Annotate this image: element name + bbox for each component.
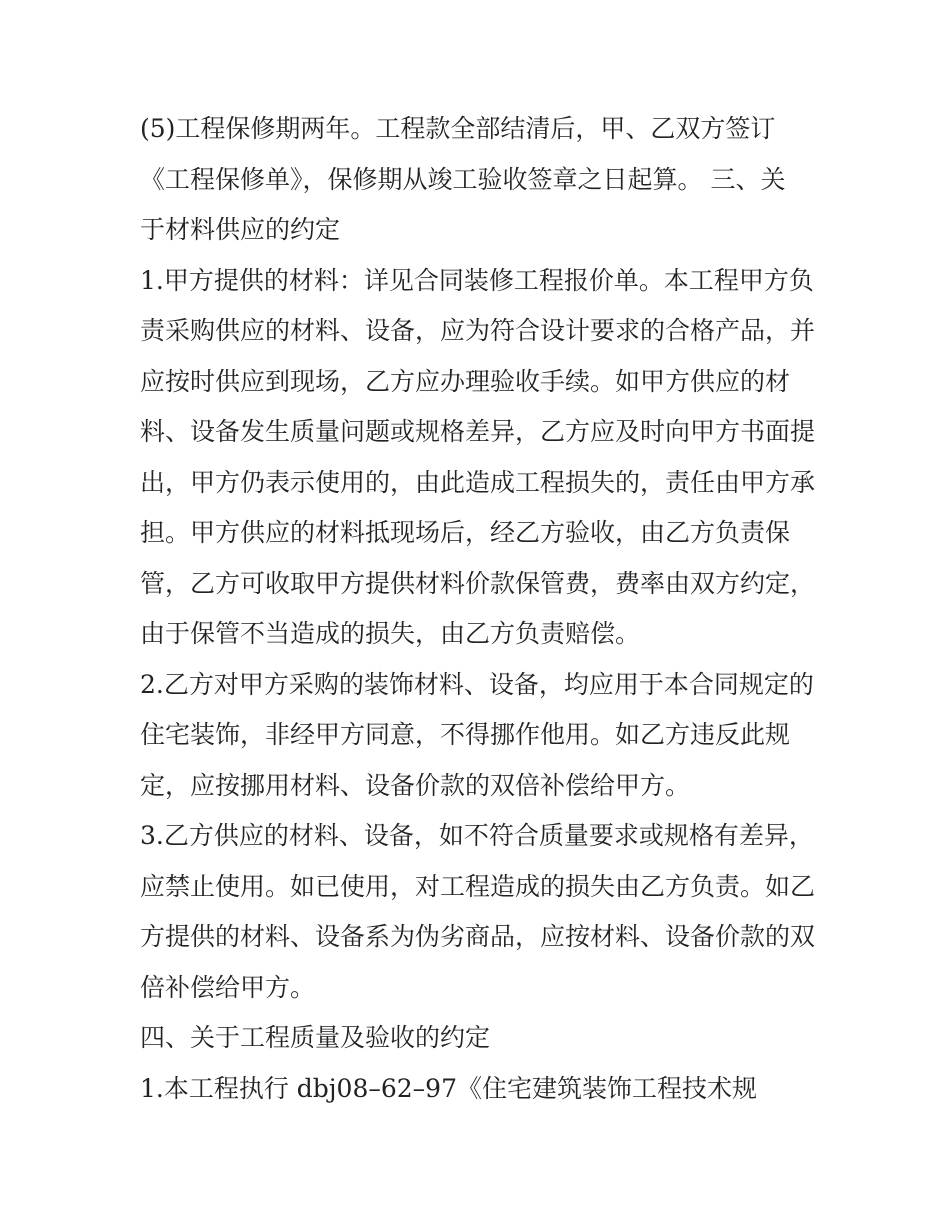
text-line: 倍补偿给甲方。 bbox=[140, 972, 316, 1002]
text-line: (5)工程保修期两年。工程款全部结清后，甲、乙双方签订 bbox=[140, 114, 776, 143]
text-line: 由于保管不当造成的损失，由乙方负责赔偿。 bbox=[140, 619, 641, 648]
text-line: 定，应按挪用材料、设备价款的双倍补偿给甲方。 bbox=[140, 770, 691, 800]
text-line: 管，乙方可收取甲方提供材料价款保管费，费率由双方约定， bbox=[140, 568, 816, 598]
section-heading: 四、关于工程质量及验收的约定 bbox=[140, 1023, 491, 1052]
text-line: 住宅装饰，非经甲方同意，不得挪作他用。如乙方违反此规 bbox=[140, 720, 791, 749]
text-line: 《工程保修单》，保修期从竣工验收签章之日起算。 三、关 bbox=[140, 164, 786, 194]
text-line: 出，甲方仍表示使用的，由此造成工程损失的，责任由甲方承 bbox=[140, 467, 816, 497]
text-line: 责采购供应的材料、设备，应为符合设计要求的合格产品，并 bbox=[140, 316, 816, 345]
text-line: 应禁止使用。如已使用，对工程造成的损失由乙方负责。如乙 bbox=[140, 871, 816, 901]
text-line: 料、设备发生质量问题或规格差异，乙方应及时向甲方书面提 bbox=[140, 417, 816, 446]
document-body bbox=[140, 104, 820, 1114]
text-line: 担。甲方供应的材料抵现场后，经乙方验收，由乙方负责保 bbox=[140, 518, 791, 547]
text-line: 3.乙方供应的材料、设备，如不符合质量要求或规格有差异， bbox=[140, 821, 814, 850]
text-line: 应按时供应到现场，乙方应办理验收手续。如甲方供应的材 bbox=[140, 366, 791, 396]
text-line: 1.本工程执行 dbj08–62–97《住宅建筑装饰工程技术规 bbox=[140, 1073, 757, 1103]
text-line: 2.乙方对甲方采购的装饰材料、设备，均应用于本合同规定的 bbox=[140, 669, 814, 699]
text-line: 方提供的材料、设备系为伪劣商品，应按材料、设备价款的双 bbox=[140, 922, 816, 951]
text-line: 于材料供应的约定 bbox=[140, 215, 341, 244]
text-line: 1.甲方提供的材料：详见合同装修工程报价单。本工程甲方负 bbox=[140, 265, 814, 295]
